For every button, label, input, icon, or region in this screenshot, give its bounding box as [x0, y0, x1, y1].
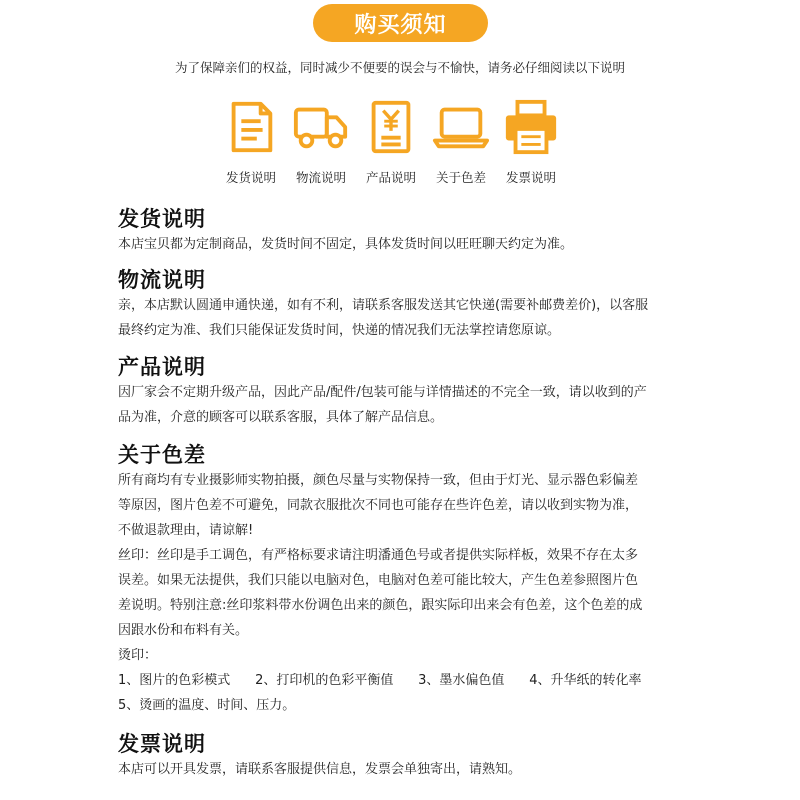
text-line: 本店宝贝都为定制商品，发货时间不固定，具体发货时间以旺旺聊天约定为准。 [118, 237, 574, 252]
section-body-invoice [118, 757, 688, 782]
document-icon [222, 98, 280, 156]
text-line: 丝印：丝印是手工调色，有严格标要求请注明潘通色号或者提供实际样板，效果不存在太多 [118, 548, 639, 563]
text-line: 最终约定为准、我们只能保证发货时间，快递的情况我们无法掌控请您原谅。 [118, 323, 561, 338]
text-line: 5、烫画的温度、时间、压力。 [118, 698, 296, 713]
text-line: 所有商均有专业摄影师实物拍摄，颜色尽量与实物保持一致，但由于灯光、显示器色彩偏差 [118, 473, 639, 488]
icon-label-logistics: 物流说明 [295, 170, 346, 185]
text-line: 本店可以开具发票，请联系客服提供信息，发票会单独寄出，请熟知。 [118, 762, 522, 777]
section-title-color: 关于色差 [118, 443, 206, 467]
text-line: 品为准，介意的顾客可以联系客服，具体了解产品信息。 [118, 410, 444, 425]
icon-item-color [421, 98, 501, 186]
text-line: 1、图片的色彩模式 2、打印机的色彩平衡值 3、墨水偏色值 4、升华纸的转化率 [118, 673, 642, 688]
text-line: 因跟水份和布料有关。 [118, 623, 249, 638]
yuan-document-icon [362, 98, 420, 156]
text-line: 等原因，图片色差不可避免，同款衣服批次不同也可能存在些许色差，请以收到实物为准， [118, 498, 639, 513]
text-line: 因厂家会不定期升级产品，因此产品/配件/包装可能与详情描述的不完全一致，请以收到的产 [118, 385, 647, 400]
section-body-logistics [118, 293, 688, 343]
section-title-shipping: 发货说明 [118, 207, 206, 231]
icon-item-product [351, 98, 431, 186]
text-line: 不做退款理由，请谅解! [118, 523, 254, 538]
text-line: 亲，本店默认圆通申通快递，如有不利，请联系客服发送其它快递(需要补邮费差价)，以客服 [118, 298, 649, 313]
section-body-shipping [118, 232, 688, 257]
laptop-icon [432, 98, 490, 156]
section-body-product [118, 380, 688, 430]
truck-icon [292, 98, 350, 156]
info-icon-row [0, 98, 800, 198]
icon-item-shipping [211, 98, 291, 186]
section-title-invoice: 发票说明 [118, 732, 206, 756]
text-line: 烫印： [118, 648, 158, 663]
section-body-color [118, 468, 688, 718]
page-banner-title: 购买须知 [313, 4, 488, 42]
icon-label-shipping: 发货说明 [225, 170, 276, 185]
text-line: 差说明。特别注意:丝印浆料带水份调色出来的颜色，跟实际印出来会有色差，这个色差的成 [118, 598, 643, 613]
printer-icon [502, 98, 560, 156]
page-subtitle: 为了保障亲们的权益，同时减少不便要的误会与不愉快，请务必仔细阅读以下说明 [174, 60, 625, 75]
icon-label-product: 产品说明 [365, 170, 416, 185]
icon-item-logistics [281, 98, 361, 186]
icon-label-invoice: 发票说明 [505, 170, 556, 185]
section-title-logistics: 物流说明 [118, 268, 206, 292]
text-line: 误差。如果无法提供，我们只能以电脑对色，电脑对色差可能比较大，产生色差参照图片色 [118, 573, 639, 588]
icon-label-color: 关于色差 [435, 170, 486, 185]
section-title-product: 产品说明 [118, 355, 206, 379]
icon-item-invoice [491, 98, 571, 186]
